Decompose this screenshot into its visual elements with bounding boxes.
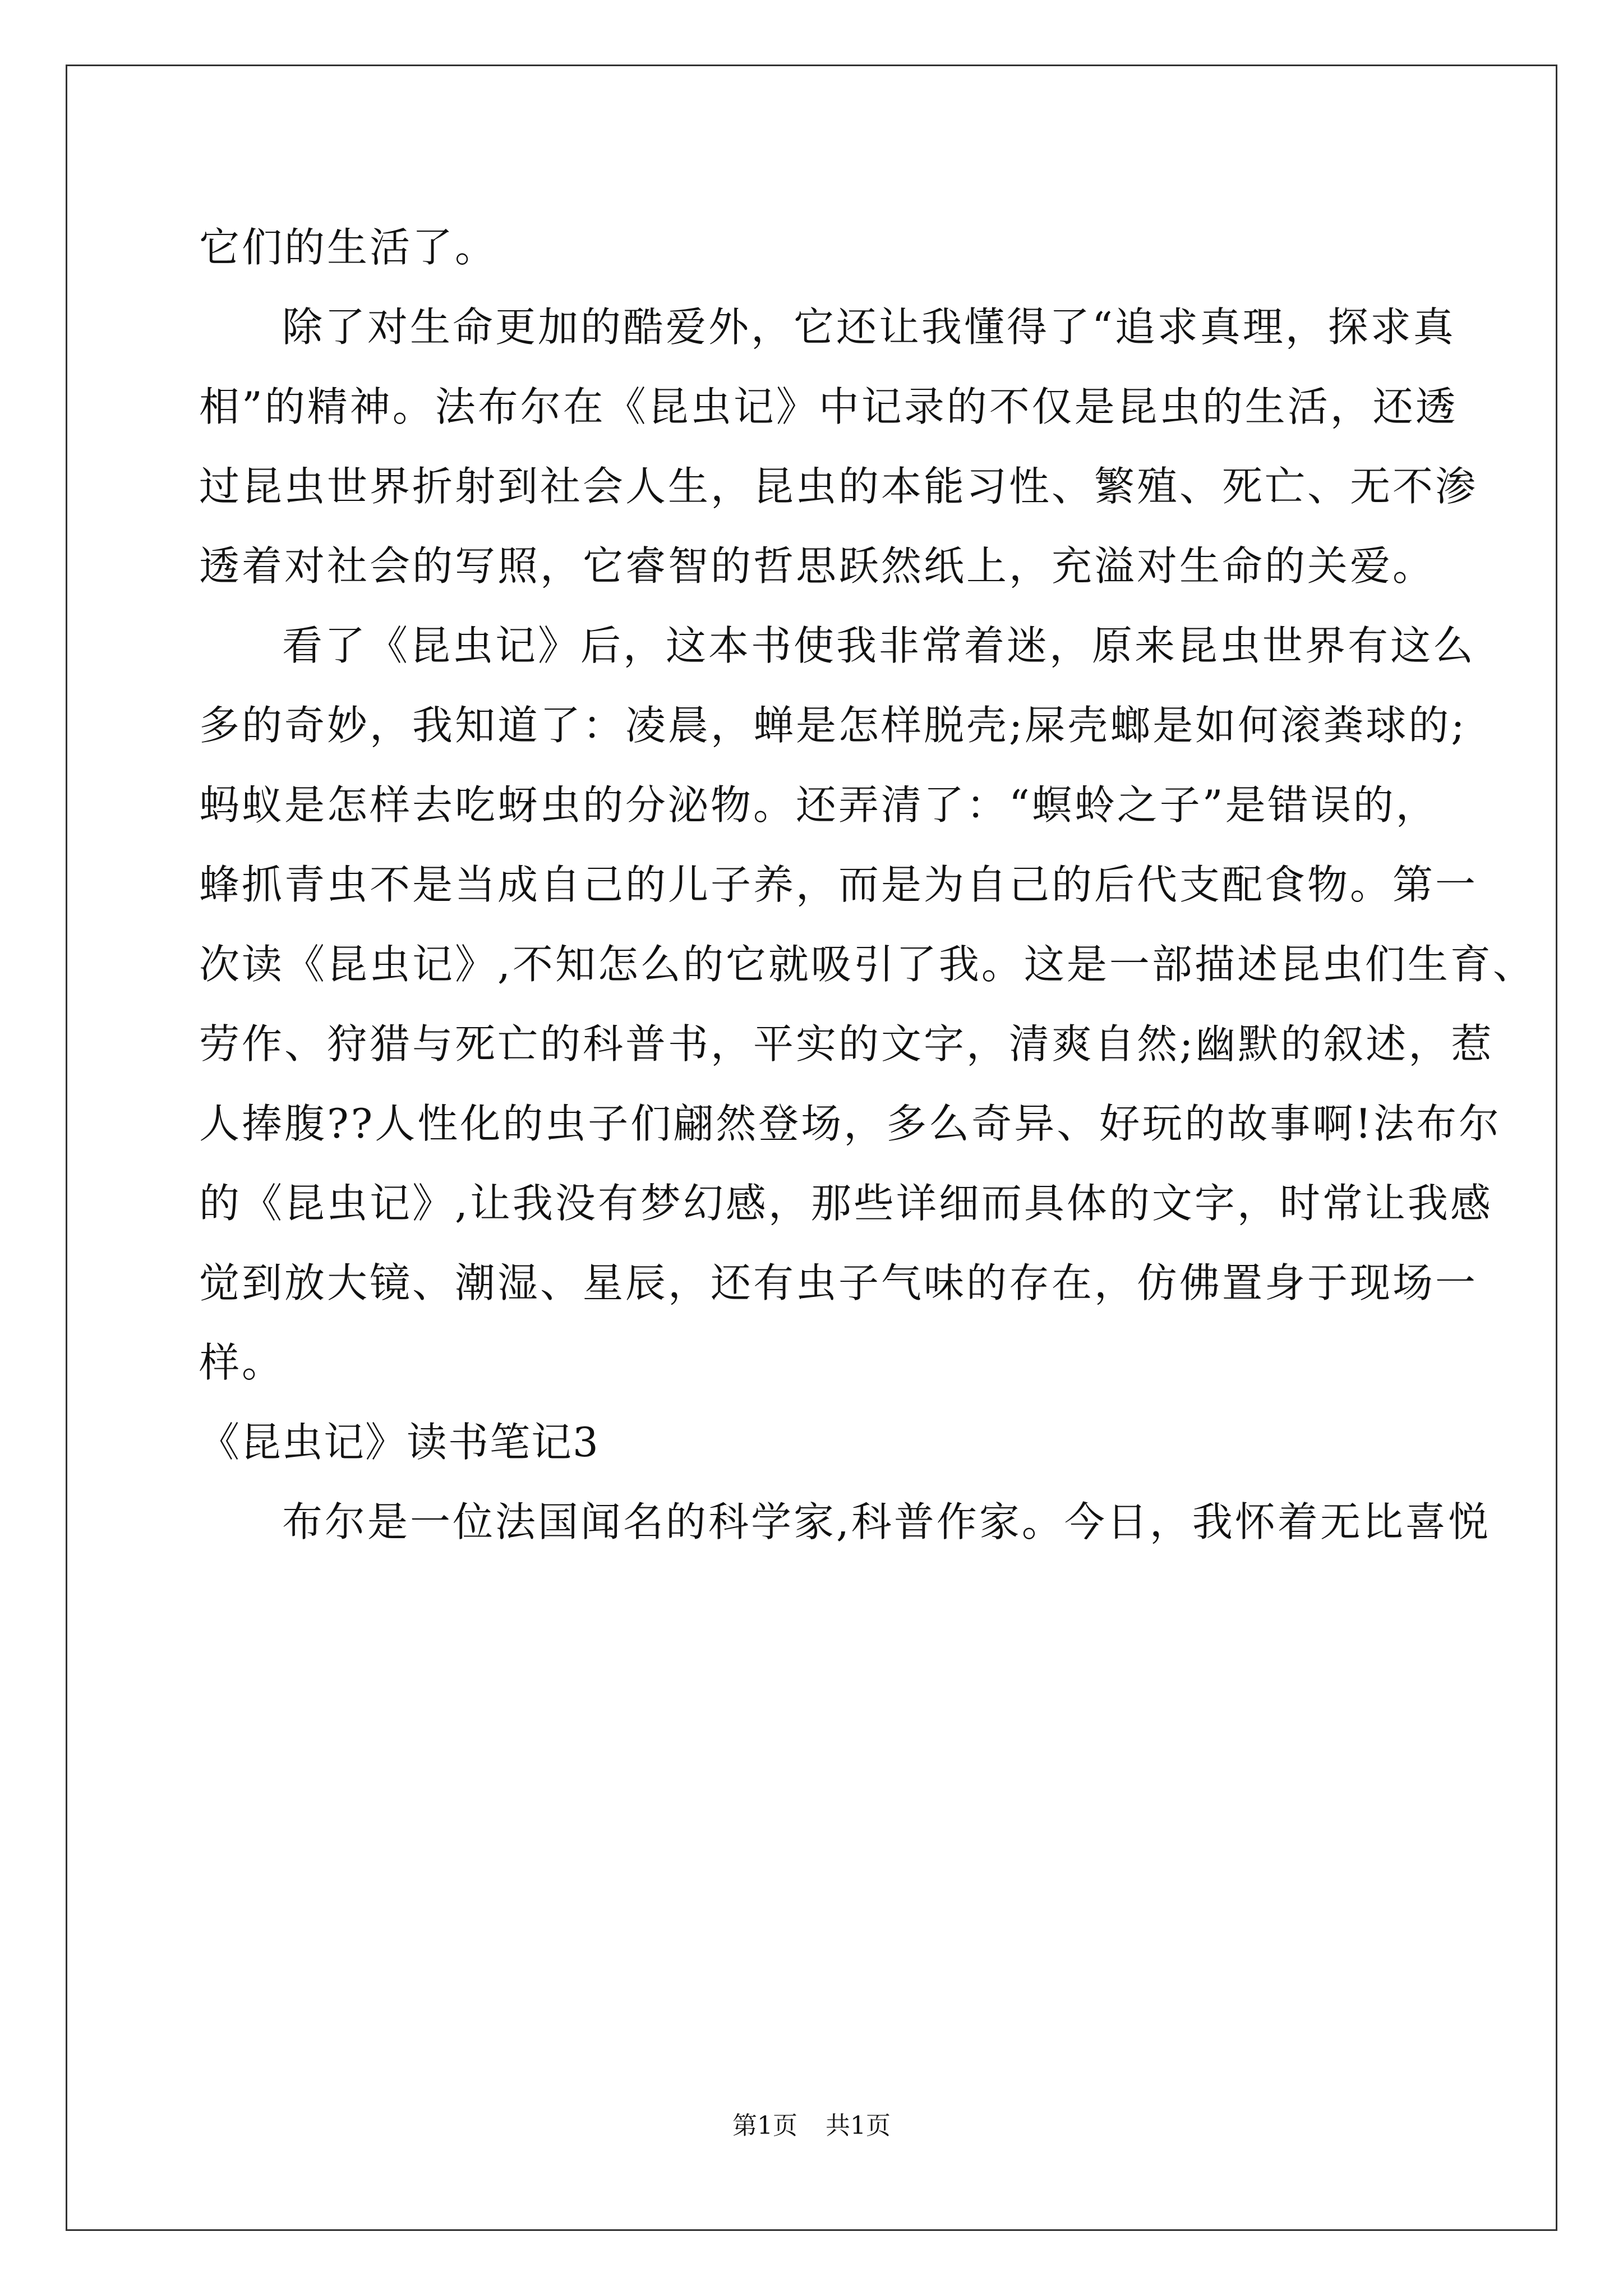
section-heading: 《昆虫记》读书笔记3 [199,1419,600,1466]
text-line: 次读《昆虫记》,不知怎么的它就吸引了我。这是一部描述昆虫们生育、 [199,941,1536,988]
text-line: 蜂抓青虫不是当成自己的儿子养，而是为自己的后代支配食物。第一 [199,861,1478,908]
text-line: 除了对生命更加的酷爱外，它还让我懂得了“追求真理，探求真 [282,303,1456,351]
text-line: 布尔是一位法国闻名的科学家,科普作家。今日，我怀着无比喜悦 [282,1498,1491,1545]
text-line: 人捧腹??人性化的虫子们翩然登场，多么奇异、好玩的故事啊!法布尔 [199,1100,1502,1147]
text-line: 相”的精神。法布尔在《昆虫记》中记录的不仅是昆虫的生活，还透 [199,383,1458,430]
document-body [199,208,1536,1562]
text-line: 觉到放大镜、潮湿、星辰，还有虫子气味的存在，仿佛置身于现场一 [199,1259,1478,1306]
text-line: 过昆虫世界折射到社会人生，昆虫的本能习性、繁殖、死亡、无不渗 [199,463,1478,510]
text-line: 的《昆虫记》,让我没有梦幻感，那些详细而具体的文字，时常让我感 [199,1180,1493,1227]
page-footer [0,2109,1623,2143]
text-line: 劳作、狩猎与死亡的科普书，平实的文字，清爽自然;幽默的叙述，惹 [199,1020,1494,1068]
text-line: 多的奇妙，我知道了：凌晨，蝉是怎样脱壳;屎壳螂是如何滚粪球的; [199,702,1467,749]
text-line: 样。 [199,1339,285,1386]
page-number-current: 第1页 [732,2111,797,2140]
text-line: 蚂蚁是怎样去吃蚜虫的分泌物。还弄清了：“螟蛉之子”是错误的， [199,781,1438,829]
text-line: 看了《昆虫记》后，这本书使我非常着迷，原来昆虫世界有这么 [282,622,1476,669]
page-number-total: 共1页 [826,2111,891,2140]
text-line: 它们的生活了。 [199,224,498,271]
text-line: 透着对社会的写照，它睿智的哲思跃然纸上，充溢对生命的关爱。 [199,542,1436,590]
